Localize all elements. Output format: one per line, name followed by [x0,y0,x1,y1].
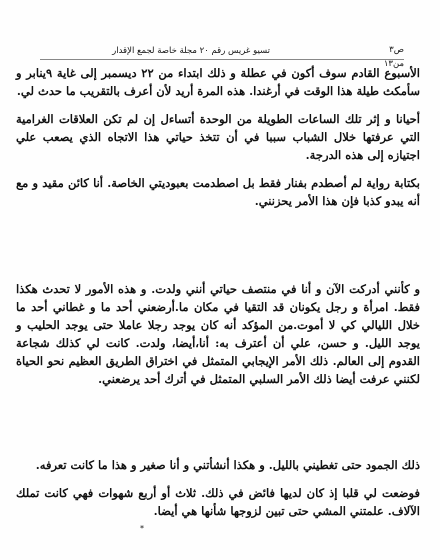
paragraph-5: ذلك الجمود حتى تغطيني بالليل. و هكذا أنشأتني و أنا صغير و هذا ما كانت تعرفه. [35,458,420,472]
paragraph-6: فوضعت لي قلبا إذ كان لديها فائض في ذلك. ثلاث أو أربع شهوات فهي كانت تملك الآلاف. علمتني المشي حتى تبين لزوجها شأنها هي أيضا. [16,486,420,518]
header-rule [40,59,404,60]
body-block-1 [16,64,420,220]
body-block-2 [16,280,420,398]
page-header [40,44,404,68]
paragraph-2: أحيانا و إثر تلك الساعات الطويلة من الوحدة أتساءل إن لم تكن العلاقات الغرامية التي عرفتها خلال الشباب سببا في أن تتخذ حياتي هذا الاتجاه الذي يصعب علي اجتيازه إلى هذه الدرجة. [16,112,420,162]
footer-mark: * [140,524,144,533]
page-number: ص٣ من١٣ [383,44,404,68]
paragraph-1: الأسبوع القادم سوف أكون في عطلة و ذلك ابتداء من ٢٢ ديسمبر إلى غاية ٩ينابر و سأمكث طيلة هذا الوقت في أرغندا. هذه المرة أريد لأن أعرف بالتقريب ما حدث لي. [16,66,420,98]
body-block-3 [16,456,420,530]
journal-title: تسيو غريس رقم ٢٠ مجلة خاصة لجمع الإقدار [112,46,270,56]
paragraph-4: و كأنني أدركت الآن و أنا في منتصف حياتي أنني ولدت. و هذه الأمور لا تحدث هكذا فقط. امرأة و رجل يكونان قد التقيا في مكان ما.أرضعني أحد ما و غطاني أحد ما خلال الليالي كي لا أموت.من المؤكد أنه كان يوجد رجلا عاملا حتى يوجد الحليب و يوجد الليل. و حسن، علي أن أعترف به: أنا،أيضا، ولدت. كانت لي كذلك شجاعة القدوم إلى العالم. ذلك الأمر الإيجابي المتمثل في اختراق الطريق العظيم نحو الحياة لكنني عرفت أيضا ذلك الأمر السلبي المتمثل في أترك أحد يرضعني. [16,282,420,386]
paragraph-3: بكتابة رواية لم أصطدم بفنار فقط بل اصطدمت بعبوديتي الخاصة. أنا كائن مقيد و مع أنه يبدو كذبا فإن هذا الأمر يحزنني. [16,176,420,208]
